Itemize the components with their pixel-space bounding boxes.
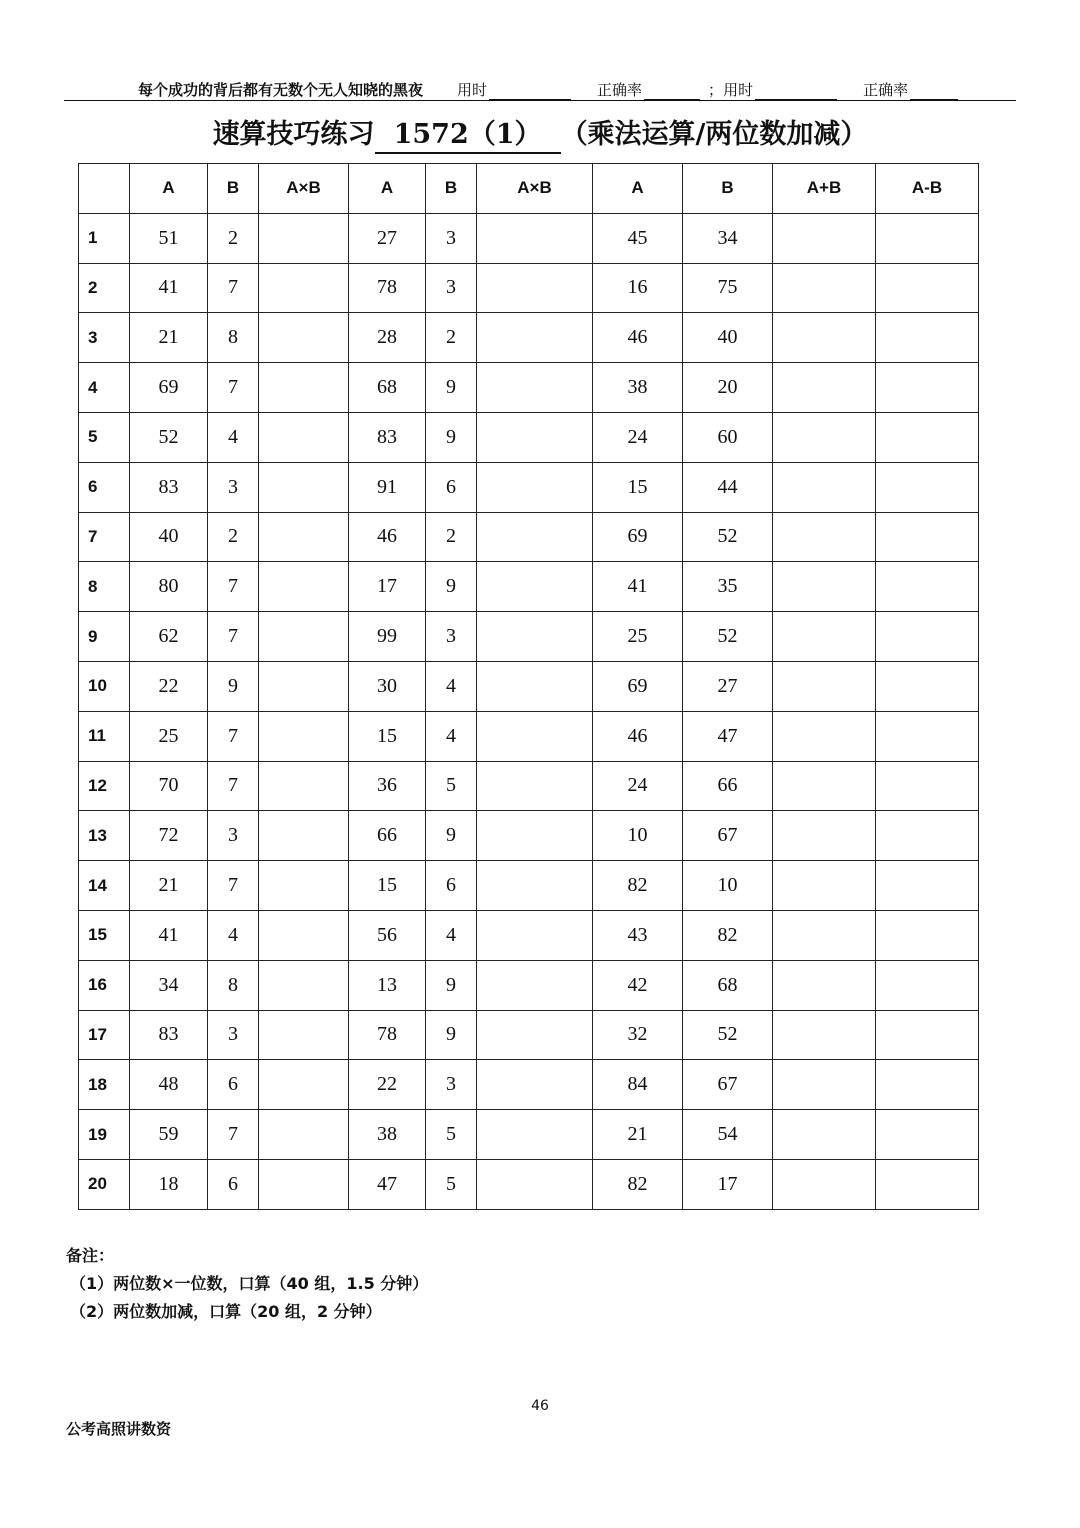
cell-a-3: 25 xyxy=(593,612,683,662)
cell-a-2: 27 xyxy=(349,213,426,263)
header-b-1: B xyxy=(208,164,259,214)
cell-a-2: 38 xyxy=(349,1110,426,1160)
cell-b-2: 5 xyxy=(426,1110,477,1160)
cell-b-2: 6 xyxy=(426,462,477,512)
row-number: 17 xyxy=(79,1010,130,1060)
cell-b-2: 3 xyxy=(426,1060,477,1110)
answer-sum[interactable] xyxy=(773,811,876,861)
answer-difference[interactable] xyxy=(876,661,979,711)
answer-sum[interactable] xyxy=(773,1060,876,1110)
row-number: 8 xyxy=(79,562,130,612)
cell-b-3: 27 xyxy=(683,661,773,711)
answer-sum[interactable] xyxy=(773,612,876,662)
answer-product-1[interactable] xyxy=(259,1010,349,1060)
table-row xyxy=(79,412,979,462)
row-number: 16 xyxy=(79,960,130,1010)
cell-b-2: 5 xyxy=(426,761,477,811)
table-row xyxy=(79,861,979,911)
row-number: 2 xyxy=(79,263,130,313)
footer-brand: 公考高照讲数资 xyxy=(66,1420,172,1438)
answer-sum[interactable] xyxy=(773,363,876,413)
cell-b-3: 68 xyxy=(683,960,773,1010)
cell-b-1: 7 xyxy=(208,562,259,612)
cell-b-1: 8 xyxy=(208,313,259,363)
answer-sum[interactable] xyxy=(773,661,876,711)
cell-b-2: 3 xyxy=(426,263,477,313)
answer-difference[interactable] xyxy=(876,1110,979,1160)
answer-product-1[interactable] xyxy=(259,263,349,313)
cell-b-1: 4 xyxy=(208,910,259,960)
accuracy-label-2: 正确率 xyxy=(863,81,909,99)
cell-a-2: 68 xyxy=(349,363,426,413)
answer-difference[interactable] xyxy=(876,562,979,612)
answer-product-2[interactable] xyxy=(477,960,593,1010)
cell-a-3: 46 xyxy=(593,313,683,363)
cell-b-2: 9 xyxy=(426,960,477,1010)
table-row xyxy=(79,1110,979,1160)
row-number: 20 xyxy=(79,1159,130,1209)
cell-a-1: 21 xyxy=(130,861,208,911)
cell-b-2: 5 xyxy=(426,1159,477,1209)
answer-sum[interactable] xyxy=(773,512,876,562)
cell-b-1: 3 xyxy=(208,1010,259,1060)
answer-difference[interactable] xyxy=(876,462,979,512)
header-a-2: A xyxy=(349,164,426,214)
cell-a-3: 46 xyxy=(593,711,683,761)
cell-b-3: 66 xyxy=(683,761,773,811)
answer-product-2[interactable] xyxy=(477,910,593,960)
header-a-1: A xyxy=(130,164,208,214)
row-number: 10 xyxy=(79,661,130,711)
title-code: 1572（1） xyxy=(375,112,561,154)
answer-sum[interactable] xyxy=(773,1010,876,1060)
answer-product-1[interactable] xyxy=(259,612,349,662)
table-row xyxy=(79,1060,979,1110)
cell-a-2: 83 xyxy=(349,412,426,462)
cell-a-2: 91 xyxy=(349,462,426,512)
answer-product-2[interactable] xyxy=(477,1010,593,1060)
table-header-row xyxy=(79,164,979,214)
title-prefix: 速算技巧练习 xyxy=(212,119,375,150)
header-a-3: A xyxy=(593,164,683,214)
cell-b-2: 3 xyxy=(426,213,477,263)
cell-a-1: 59 xyxy=(130,1110,208,1160)
cell-b-2: 9 xyxy=(426,412,477,462)
cell-a-2: 36 xyxy=(349,761,426,811)
cell-a-1: 25 xyxy=(130,711,208,761)
page-number: 46 xyxy=(531,1398,549,1414)
cell-a-2: 15 xyxy=(349,711,426,761)
cell-b-3: 47 xyxy=(683,711,773,761)
cell-a-1: 48 xyxy=(130,1060,208,1110)
answer-sum[interactable] xyxy=(773,861,876,911)
answer-sum[interactable] xyxy=(773,1159,876,1209)
cell-b-1: 7 xyxy=(208,612,259,662)
answer-product-2[interactable] xyxy=(477,512,593,562)
notes xyxy=(66,1242,428,1326)
table-row xyxy=(79,612,979,662)
note-line-2: （2）两位数加减，口算（20 组，2 分钟） xyxy=(70,1302,382,1321)
cell-a-1: 80 xyxy=(130,562,208,612)
header-sum: A+B xyxy=(773,164,876,214)
page-title xyxy=(0,112,1080,154)
row-number: 6 xyxy=(79,462,130,512)
answer-product-1[interactable] xyxy=(259,213,349,263)
answer-product-1[interactable] xyxy=(259,363,349,413)
cell-a-2: 17 xyxy=(349,562,426,612)
answer-difference[interactable] xyxy=(876,761,979,811)
row-number: 3 xyxy=(79,313,130,363)
cell-b-3: 35 xyxy=(683,562,773,612)
table-row xyxy=(79,1010,979,1060)
cell-b-3: 40 xyxy=(683,313,773,363)
header-rule xyxy=(64,100,1016,101)
answer-product-2[interactable] xyxy=(477,462,593,512)
header-difference: A-B xyxy=(876,164,979,214)
cell-b-1: 3 xyxy=(208,462,259,512)
time-blank-2[interactable] xyxy=(755,83,837,100)
cell-b-1: 8 xyxy=(208,960,259,1010)
answer-product-2[interactable] xyxy=(477,1110,593,1160)
cell-b-1: 6 xyxy=(208,1060,259,1110)
cell-b-3: 67 xyxy=(683,811,773,861)
cell-b-2: 9 xyxy=(426,562,477,612)
cell-a-3: 16 xyxy=(593,263,683,313)
answer-product-2[interactable] xyxy=(477,1159,593,1209)
time-blank[interactable] xyxy=(489,83,571,100)
table-row xyxy=(79,263,979,313)
row-number: 19 xyxy=(79,1110,130,1160)
cell-b-3: 17 xyxy=(683,1159,773,1209)
cell-a-3: 15 xyxy=(593,462,683,512)
answer-product-1[interactable] xyxy=(259,462,349,512)
row-number: 1 xyxy=(79,213,130,263)
cell-a-1: 22 xyxy=(130,661,208,711)
row-number: 13 xyxy=(79,811,130,861)
answer-difference[interactable] xyxy=(876,861,979,911)
answer-product-1[interactable] xyxy=(259,313,349,363)
row-number: 15 xyxy=(79,910,130,960)
cell-b-2: 2 xyxy=(426,512,477,562)
answer-product-2[interactable] xyxy=(477,761,593,811)
cell-b-1: 7 xyxy=(208,363,259,413)
cell-a-2: 13 xyxy=(349,960,426,1010)
answer-difference[interactable] xyxy=(876,313,979,363)
cell-b-3: 44 xyxy=(683,462,773,512)
cell-b-3: 60 xyxy=(683,412,773,462)
cell-a-1: 41 xyxy=(130,263,208,313)
cell-a-3: 38 xyxy=(593,363,683,413)
answer-product-2[interactable] xyxy=(477,562,593,612)
cell-b-1: 7 xyxy=(208,263,259,313)
answer-sum[interactable] xyxy=(773,910,876,960)
row-number: 14 xyxy=(79,861,130,911)
answer-difference[interactable] xyxy=(876,363,979,413)
answer-product-2[interactable] xyxy=(477,263,593,313)
cell-a-1: 70 xyxy=(130,761,208,811)
cell-a-1: 83 xyxy=(130,1010,208,1060)
cell-b-3: 82 xyxy=(683,910,773,960)
cell-a-3: 24 xyxy=(593,761,683,811)
answer-sum[interactable] xyxy=(773,960,876,1010)
time-field-2 xyxy=(723,79,837,100)
cell-a-2: 56 xyxy=(349,910,426,960)
cell-b-2: 3 xyxy=(426,612,477,662)
header-b-2: B xyxy=(426,164,477,214)
answer-product-1[interactable] xyxy=(259,512,349,562)
cell-b-3: 75 xyxy=(683,263,773,313)
answer-product-2[interactable] xyxy=(477,711,593,761)
answer-product-1[interactable] xyxy=(259,562,349,612)
accuracy-field-1 xyxy=(597,79,700,100)
table-row xyxy=(79,1159,979,1209)
cell-a-2: 99 xyxy=(349,612,426,662)
answer-product-1[interactable] xyxy=(259,661,349,711)
cell-b-1: 7 xyxy=(208,761,259,811)
cell-a-3: 69 xyxy=(593,661,683,711)
answer-sum[interactable] xyxy=(773,562,876,612)
time-label: 用时 xyxy=(457,81,488,99)
answer-difference[interactable] xyxy=(876,263,979,313)
answer-product-1[interactable] xyxy=(259,1159,349,1209)
separator: ； xyxy=(708,81,724,99)
answer-sum[interactable] xyxy=(773,761,876,811)
header-product-1: A×B xyxy=(259,164,349,214)
answer-difference[interactable] xyxy=(876,910,979,960)
cell-a-3: 82 xyxy=(593,861,683,911)
cell-b-3: 10 xyxy=(683,861,773,911)
cell-a-1: 40 xyxy=(130,512,208,562)
answer-difference[interactable] xyxy=(876,1010,979,1060)
cell-b-1: 7 xyxy=(208,861,259,911)
table-row xyxy=(79,562,979,612)
row-number: 4 xyxy=(79,363,130,413)
header-index xyxy=(79,164,130,214)
cell-a-1: 34 xyxy=(130,960,208,1010)
cell-b-1: 3 xyxy=(208,811,259,861)
answer-product-1[interactable] xyxy=(259,811,349,861)
answer-sum[interactable] xyxy=(773,213,876,263)
header-product-2: A×B xyxy=(477,164,593,214)
title-suffix: （乘法运算/两位数加减） xyxy=(560,119,868,150)
cell-a-3: 43 xyxy=(593,910,683,960)
table-row xyxy=(79,910,979,960)
cell-a-2: 15 xyxy=(349,861,426,911)
cell-b-3: 34 xyxy=(683,213,773,263)
cell-a-1: 18 xyxy=(130,1159,208,1209)
answer-sum[interactable] xyxy=(773,462,876,512)
answer-difference[interactable] xyxy=(876,711,979,761)
answer-product-1[interactable] xyxy=(259,1060,349,1110)
table-row xyxy=(79,313,979,363)
cell-b-2: 6 xyxy=(426,861,477,911)
answer-difference[interactable] xyxy=(876,960,979,1010)
cell-b-2: 4 xyxy=(426,910,477,960)
cell-a-2: 30 xyxy=(349,661,426,711)
cell-a-1: 51 xyxy=(130,213,208,263)
note-line-1: （1）两位数×一位数，口算（40 组，1.5 分钟） xyxy=(70,1274,429,1293)
cell-a-3: 10 xyxy=(593,811,683,861)
cell-b-2: 4 xyxy=(426,711,477,761)
cell-b-1: 7 xyxy=(208,711,259,761)
answer-product-2[interactable] xyxy=(477,861,593,911)
cell-a-2: 66 xyxy=(349,811,426,861)
accuracy-field-2 xyxy=(863,79,958,100)
answer-difference[interactable] xyxy=(876,811,979,861)
accuracy-blank-2[interactable] xyxy=(910,83,958,100)
cell-a-2: 46 xyxy=(349,512,426,562)
answer-difference[interactable] xyxy=(876,1159,979,1209)
answer-product-1[interactable] xyxy=(259,711,349,761)
cell-a-1: 69 xyxy=(130,363,208,413)
table-row xyxy=(79,661,979,711)
cell-b-3: 20 xyxy=(683,363,773,413)
cell-b-3: 52 xyxy=(683,512,773,562)
time-field-1 xyxy=(457,79,571,100)
motto: 每个成功的背后都有无数个无人知晓的黑夜 xyxy=(138,81,424,99)
cell-a-1: 83 xyxy=(130,462,208,512)
answer-product-1[interactable] xyxy=(259,761,349,811)
answer-product-2[interactable] xyxy=(477,1060,593,1110)
answer-sum[interactable] xyxy=(773,412,876,462)
answer-product-2[interactable] xyxy=(477,612,593,662)
cell-a-1: 62 xyxy=(130,612,208,662)
cell-a-2: 47 xyxy=(349,1159,426,1209)
cell-a-3: 42 xyxy=(593,960,683,1010)
cell-b-2: 2 xyxy=(426,313,477,363)
cell-a-1: 52 xyxy=(130,412,208,462)
answer-product-2[interactable] xyxy=(477,363,593,413)
cell-a-3: 45 xyxy=(593,213,683,263)
table-row xyxy=(79,462,979,512)
answer-product-2[interactable] xyxy=(477,661,593,711)
answer-product-2[interactable] xyxy=(477,213,593,263)
table-row xyxy=(79,363,979,413)
header-b-3: B xyxy=(683,164,773,214)
answer-product-1[interactable] xyxy=(259,960,349,1010)
table-row xyxy=(79,213,979,263)
answer-product-2[interactable] xyxy=(477,811,593,861)
cell-b-1: 4 xyxy=(208,412,259,462)
accuracy-label: 正确率 xyxy=(597,81,643,99)
cell-a-3: 84 xyxy=(593,1060,683,1110)
cell-a-2: 28 xyxy=(349,313,426,363)
cell-b-3: 54 xyxy=(683,1110,773,1160)
row-number: 9 xyxy=(79,612,130,662)
accuracy-blank[interactable] xyxy=(644,83,700,100)
cell-b-3: 67 xyxy=(683,1060,773,1110)
cell-b-1: 9 xyxy=(208,661,259,711)
answer-product-2[interactable] xyxy=(477,313,593,363)
time-label-2: 用时 xyxy=(723,81,754,99)
answer-difference[interactable] xyxy=(876,1060,979,1110)
answer-difference[interactable] xyxy=(876,512,979,562)
cell-b-1: 6 xyxy=(208,1159,259,1209)
cell-b-1: 2 xyxy=(208,213,259,263)
cell-b-3: 52 xyxy=(683,1010,773,1060)
answer-sum[interactable] xyxy=(773,313,876,363)
cell-a-3: 24 xyxy=(593,412,683,462)
answer-difference[interactable] xyxy=(876,412,979,462)
cell-a-3: 41 xyxy=(593,562,683,612)
cell-a-1: 41 xyxy=(130,910,208,960)
answer-product-1[interactable] xyxy=(259,910,349,960)
row-number: 5 xyxy=(79,412,130,462)
cell-a-2: 78 xyxy=(349,263,426,313)
cell-a-3: 69 xyxy=(593,512,683,562)
row-number: 18 xyxy=(79,1060,130,1110)
cell-b-3: 52 xyxy=(683,612,773,662)
row-number: 11 xyxy=(79,711,130,761)
answer-sum[interactable] xyxy=(773,1110,876,1160)
practice-table xyxy=(78,163,979,1210)
answer-sum[interactable] xyxy=(773,263,876,313)
answer-sum[interactable] xyxy=(773,711,876,761)
cell-b-2: 9 xyxy=(426,363,477,413)
cell-a-1: 72 xyxy=(130,811,208,861)
table-row xyxy=(79,512,979,562)
answer-product-1[interactable] xyxy=(259,861,349,911)
cell-a-3: 82 xyxy=(593,1159,683,1209)
answer-product-2[interactable] xyxy=(477,412,593,462)
answer-product-1[interactable] xyxy=(259,412,349,462)
table-row xyxy=(79,960,979,1010)
cell-a-3: 21 xyxy=(593,1110,683,1160)
cell-a-1: 21 xyxy=(130,313,208,363)
table-row xyxy=(79,711,979,761)
table-row xyxy=(79,811,979,861)
row-number: 7 xyxy=(79,512,130,562)
answer-difference[interactable] xyxy=(876,612,979,662)
row-number: 12 xyxy=(79,761,130,811)
table-row xyxy=(79,761,979,811)
answer-difference[interactable] xyxy=(876,213,979,263)
cell-b-2: 9 xyxy=(426,1010,477,1060)
answer-product-1[interactable] xyxy=(259,1110,349,1160)
notes-heading: 备注： xyxy=(66,1246,115,1265)
cell-b-2: 4 xyxy=(426,661,477,711)
cell-a-2: 78 xyxy=(349,1010,426,1060)
cell-b-2: 9 xyxy=(426,811,477,861)
cell-b-1: 2 xyxy=(208,512,259,562)
cell-b-1: 7 xyxy=(208,1110,259,1160)
page-header xyxy=(64,78,1016,100)
cell-a-3: 32 xyxy=(593,1010,683,1060)
cell-a-2: 22 xyxy=(349,1060,426,1110)
